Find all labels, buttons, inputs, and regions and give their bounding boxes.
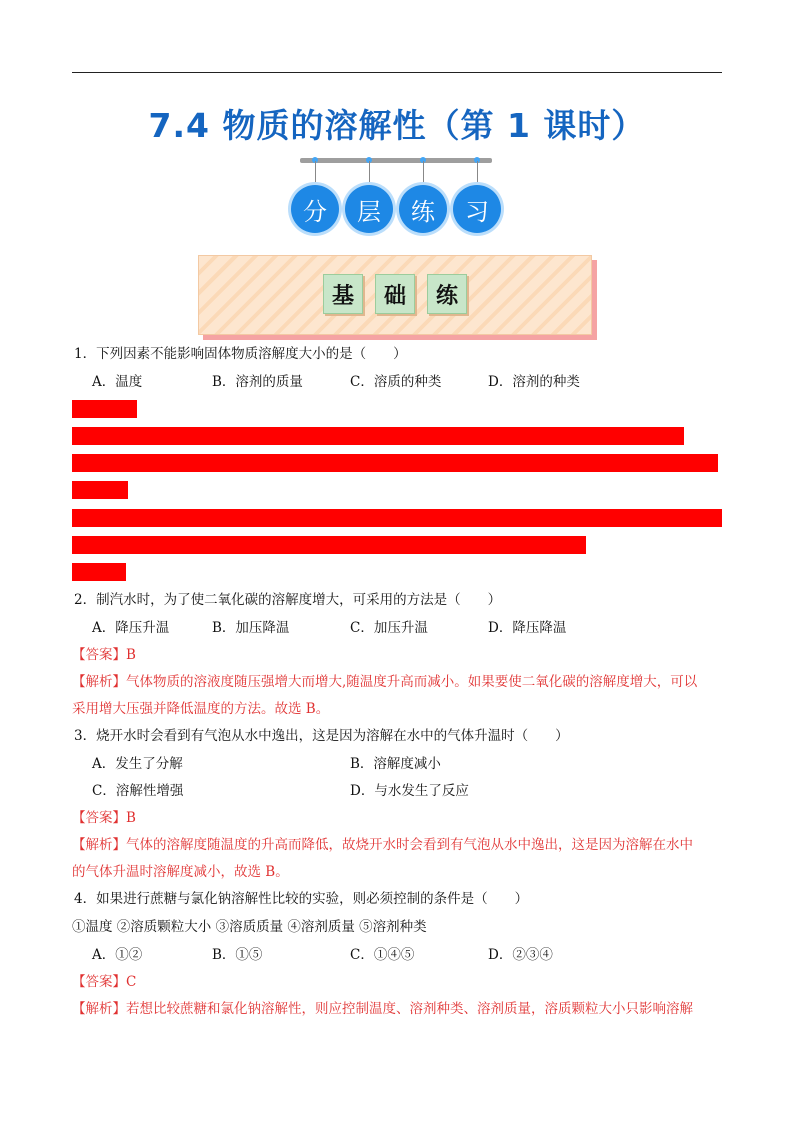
section-char-2: 础	[375, 274, 415, 314]
analysis-line: 【解析】若想比较蔗糖和氯化钠溶解性，则应控制温度、溶剂种类、溶剂质量，溶质颗粒大小只影响溶解	[72, 1001, 693, 1017]
badge-char-1: 分	[291, 185, 339, 233]
redaction-bar	[72, 536, 586, 554]
redaction-bar	[72, 400, 137, 418]
page-title: 7.4 物质的溶解性（第 1 课时）	[148, 106, 646, 145]
option: C．溶解性增强	[92, 783, 184, 799]
option: A．降压升温	[92, 620, 170, 636]
condition-list: ①温度 ②溶质颗粒大小 ③溶质质量 ④溶剂质量 ⑤溶剂种类	[72, 919, 427, 935]
hanging-string	[423, 161, 424, 185]
option: C．加压升温	[350, 620, 428, 636]
option: B．溶剂的质量	[212, 374, 303, 390]
section-char-3: 练	[427, 274, 467, 314]
option: A．①②	[92, 947, 143, 963]
badge-char-2: 层	[345, 185, 393, 233]
question-stem: 4．如果进行蔗糖与氯化钠溶解性比较的实验，则必须控制的条件是（ ）	[74, 891, 529, 907]
hanging-string	[477, 161, 478, 185]
analysis-line: 的气体升温时溶解度减小，故选 B。	[72, 864, 289, 880]
answer: 【答案】C	[72, 974, 137, 990]
option: B．加压降温	[212, 620, 290, 636]
question-stem: 3．烧开水时会看到有气泡从水中逸出，这是因为溶解在水中的气体升温时（ ）	[74, 728, 569, 744]
analysis-line: 采用增大压强并降低温度的方法。故选 B。	[72, 701, 330, 717]
section-char-1: 基	[323, 274, 363, 314]
hanging-string	[315, 161, 316, 185]
option: A．温度	[92, 374, 143, 390]
hanging-string	[369, 161, 370, 185]
option: C．溶质的种类	[350, 374, 442, 390]
option: D．与水发生了反应	[350, 783, 469, 799]
question-stem: 1．下列因素不能影响固体物质溶解度大小的是（ ）	[74, 346, 407, 362]
badge-char-4: 习	[453, 185, 501, 233]
option: A．发生了分解	[92, 756, 183, 772]
redaction-bar	[72, 427, 684, 445]
redaction-bar	[72, 509, 722, 527]
question-stem: 2．制汽水时，为了使二氧化碳的溶解度增大，可采用的方法是（ ）	[74, 592, 502, 608]
option: B．①⑤	[212, 947, 263, 963]
analysis-line: 【解析】气体的溶解度随温度的升高而降低，故烧开水时会看到有气泡从水中逸出，这是因为溶解在水中	[72, 837, 693, 853]
redaction-bar	[72, 481, 128, 499]
option: B．溶解度减小	[350, 756, 441, 772]
option: D．②③④	[488, 947, 553, 963]
option: D．溶剂的种类	[488, 374, 580, 390]
answer: 【答案】B	[72, 647, 136, 663]
redaction-bar	[72, 563, 126, 581]
header-rule	[72, 72, 722, 73]
section-banner	[198, 255, 592, 335]
redaction-bar	[72, 454, 718, 472]
option: C．①④⑤	[350, 947, 415, 963]
option: D．降压降温	[488, 620, 567, 636]
badge-char-3: 练	[399, 185, 447, 233]
analysis-line: 【解析】气体物质的溶液度随压强增大而增大,随温度升高而减小。如果要使二氧化碳的溶解度增大，可以	[72, 674, 698, 690]
hanging-bar	[300, 158, 492, 163]
answer: 【答案】B	[72, 810, 136, 826]
